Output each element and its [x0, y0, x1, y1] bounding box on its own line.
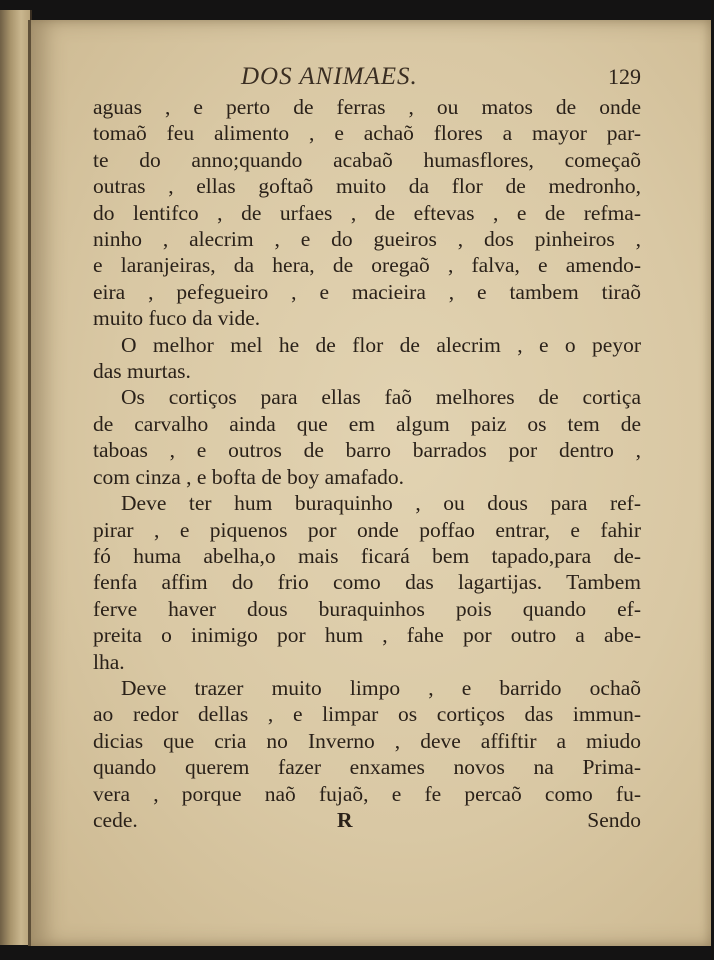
page-footer — [93, 807, 641, 835]
text-line: muito fuco da vide. — [93, 306, 261, 331]
page-content — [93, 64, 641, 835]
text-line: lha. — [93, 649, 125, 674]
body-text — [93, 94, 641, 807]
text-line: Deve ter hum buraquinho , ou dous para ref- — [121, 491, 641, 516]
page-header — [93, 64, 641, 94]
text-line: outras , ellas goftaõ muito da flor de medronho, — [93, 174, 641, 199]
text-line: dicias que cria no Inverno , deve affiftir a miudo — [93, 728, 641, 753]
text-line: Deve trazer muito limpo , e barrido ochaõ — [121, 675, 641, 700]
catchword: Sendo — [587, 807, 641, 832]
text-line: vera , porque naõ fujaõ, e fe percaõ como fu- — [93, 781, 641, 806]
text-line: das murtas. — [93, 359, 191, 384]
text-line: eira , pefegueiro , e macieira , e tambem tiraõ — [93, 279, 641, 304]
page-number: 129 — [608, 64, 641, 89]
text-line: tomaõ feu alimento , e achaõ flores a mayor par- — [93, 121, 641, 146]
last-word: cede. — [93, 807, 138, 832]
text-line: e laranjeiras, da hera, de oregaõ , falva, e amendo- — [93, 253, 641, 278]
text-line: ninho , alecrim , e do gueiros , dos pinheiros , — [93, 227, 641, 252]
text-line: te do anno;quando acabaõ humasflores, começaõ — [93, 147, 641, 172]
text-line: do lentifco , de urfaes , de eftevas , e de refma- — [93, 200, 641, 225]
text-line: taboas , e outros de barro barrados por dentro , — [93, 438, 641, 463]
text-line: preita o inimigo por hum , fahe por outro a abe- — [93, 623, 641, 648]
text-line: fenfa affim do frio como das lagartijas. Tambem — [93, 570, 641, 595]
text-line: ferve haver dous buraquinhos pois quando ef- — [93, 596, 641, 621]
running-head: DOS ANIMAES. — [241, 63, 418, 90]
text-line: Os cortiços para ellas faõ melhores de cortiça — [121, 385, 641, 410]
text-line: ao redor dellas , e limpar os cortiços das immun- — [93, 702, 641, 727]
book-page — [28, 20, 711, 946]
text-line: fó huma abelha,o mais ficará bem tapado,para de- — [93, 543, 641, 568]
text-line: de carvalho ainda que em algum paiz os tem de — [93, 411, 641, 436]
text-line: com cinza , e bofta de boy amafado. — [93, 464, 405, 489]
signature-mark: R — [337, 807, 353, 832]
text-line: quando querem fazer enxames novos na Prima- — [93, 755, 641, 780]
text-line: aguas , e perto de ferras , ou matos de onde — [93, 95, 641, 119]
text-line: O melhor mel he de flor de alecrim , e o peyor — [121, 332, 641, 357]
text-line: pirar , e piquenos por onde poffao entrar, e fahir — [93, 517, 641, 542]
